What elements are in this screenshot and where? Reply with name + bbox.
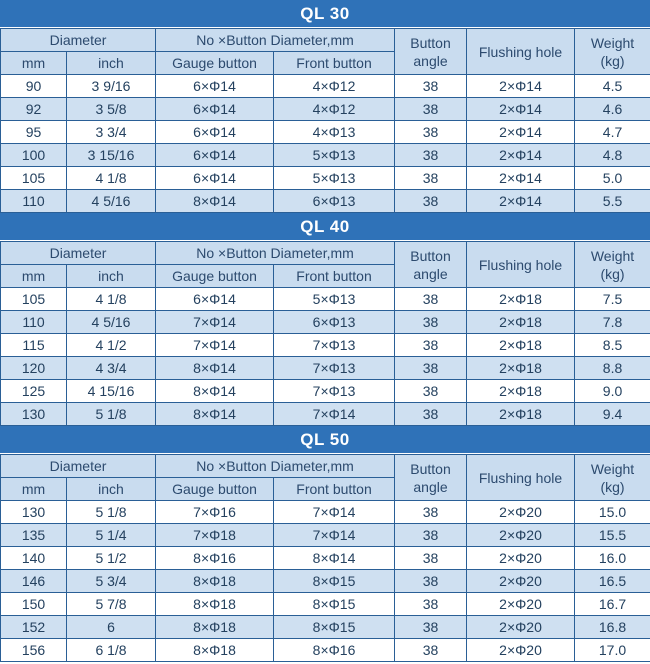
cell-mm: 120 (1, 357, 67, 380)
cell-flushing-hole: 2×Φ18 (467, 357, 575, 380)
table-row (1, 190, 650, 213)
cell-inch: 5 1/4 (67, 524, 156, 547)
cell-button-angle: 38 (395, 311, 467, 334)
cell-mm: 92 (1, 98, 67, 121)
cell-flushing-hole: 2×Φ14 (467, 167, 575, 190)
header-button-angle (395, 29, 467, 75)
cell-flushing-hole: 2×Φ20 (467, 524, 575, 547)
cell-flushing-hole: 2×Φ14 (467, 75, 575, 98)
cell-weight: 15.5 (575, 524, 650, 547)
header-front-button: Front button (274, 265, 395, 288)
cell-button-angle: 38 (395, 357, 467, 380)
cell-inch: 5 7/8 (67, 593, 156, 616)
cell-front-button: 5×Φ13 (274, 167, 395, 190)
cell-inch: 5 1/8 (67, 403, 156, 426)
table-row (1, 501, 650, 524)
section-ql-40 (0, 213, 650, 426)
cell-inch: 5 1/8 (67, 501, 156, 524)
table-row (1, 547, 650, 570)
header-diameter: Diameter (1, 29, 156, 52)
cell-flushing-hole: 2×Φ14 (467, 121, 575, 144)
header-weight-line1: Weight (590, 34, 635, 51)
cell-flushing-hole: 2×Φ18 (467, 311, 575, 334)
cell-button-angle: 38 (395, 639, 467, 662)
cell-front-button: 8×Φ15 (274, 570, 395, 593)
cell-inch: 4 1/8 (67, 288, 156, 311)
header-button-angle-line1: Button (410, 247, 451, 264)
cell-mm: 130 (1, 501, 67, 524)
cell-weight: 16.5 (575, 570, 650, 593)
cell-gauge-button: 7×Φ16 (156, 501, 274, 524)
cell-gauge-button: 8×Φ14 (156, 403, 274, 426)
table-row (1, 593, 650, 616)
table-row (1, 357, 650, 380)
cell-gauge-button: 8×Φ18 (156, 616, 274, 639)
cell-gauge-button: 6×Φ14 (156, 121, 274, 144)
header-no-button-diameter: No ×Button Diameter,mm (156, 29, 395, 52)
cell-gauge-button: 7×Φ18 (156, 524, 274, 547)
cell-front-button: 6×Φ13 (274, 190, 395, 213)
cell-gauge-button: 7×Φ14 (156, 334, 274, 357)
cell-weight: 4.8 (575, 144, 650, 167)
table-row (1, 334, 650, 357)
cell-mm: 105 (1, 167, 67, 190)
cell-gauge-button: 6×Φ14 (156, 167, 274, 190)
cell-button-angle: 38 (395, 524, 467, 547)
cell-gauge-button: 8×Φ14 (156, 380, 274, 403)
cell-front-button: 8×Φ15 (274, 616, 395, 639)
cell-mm: 150 (1, 593, 67, 616)
cell-flushing-hole: 2×Φ20 (467, 570, 575, 593)
section-title: QL 30 (0, 0, 650, 28)
header-weight-line2: (kg) (600, 52, 625, 69)
cell-flushing-hole: 2×Φ20 (467, 501, 575, 524)
cell-inch: 4 1/8 (67, 167, 156, 190)
table-row (1, 288, 650, 311)
cell-weight: 4.6 (575, 98, 650, 121)
cell-mm: 105 (1, 288, 67, 311)
cell-button-angle: 38 (395, 98, 467, 121)
cell-gauge-button: 7×Φ14 (156, 311, 274, 334)
cell-front-button: 7×Φ14 (274, 524, 395, 547)
table-row (1, 639, 650, 662)
cell-button-angle: 38 (395, 501, 467, 524)
cell-front-button: 5×Φ13 (274, 288, 395, 311)
header-button-angle (395, 455, 467, 501)
cell-button-angle: 38 (395, 121, 467, 144)
header-button-angle-line2: angle (413, 265, 448, 282)
header-weight-line1: Weight (590, 247, 635, 264)
cell-weight: 9.4 (575, 403, 650, 426)
header-diameter: Diameter (1, 242, 156, 265)
cell-weight: 7.5 (575, 288, 650, 311)
header-weight-line2: (kg) (600, 478, 625, 495)
cell-button-angle: 38 (395, 593, 467, 616)
cell-button-angle: 38 (395, 144, 467, 167)
cell-button-angle: 38 (395, 570, 467, 593)
header-button-angle-line1: Button (410, 34, 451, 51)
header-weight (575, 29, 650, 75)
cell-flushing-hole: 2×Φ20 (467, 639, 575, 662)
cell-flushing-hole: 2×Φ18 (467, 288, 575, 311)
cell-weight: 4.5 (575, 75, 650, 98)
header-row-1 (1, 455, 650, 478)
cell-weight: 5.0 (575, 167, 650, 190)
cell-inch: 4 5/16 (67, 190, 156, 213)
cell-inch: 4 1/2 (67, 334, 156, 357)
table-row (1, 524, 650, 547)
cell-mm: 125 (1, 380, 67, 403)
header-inch: inch (67, 478, 156, 501)
header-front-button: Front button (274, 52, 395, 75)
cell-front-button: 7×Φ13 (274, 357, 395, 380)
cell-inch: 4 3/4 (67, 357, 156, 380)
cell-button-angle: 38 (395, 547, 467, 570)
header-weight (575, 455, 650, 501)
cell-inch: 4 5/16 (67, 311, 156, 334)
cell-flushing-hole: 2×Φ20 (467, 547, 575, 570)
table-row (1, 616, 650, 639)
cell-gauge-button: 8×Φ18 (156, 593, 274, 616)
cell-button-angle: 38 (395, 288, 467, 311)
cell-mm: 146 (1, 570, 67, 593)
cell-mm: 135 (1, 524, 67, 547)
cell-weight: 8.5 (575, 334, 650, 357)
cell-mm: 140 (1, 547, 67, 570)
header-inch: inch (67, 265, 156, 288)
cell-weight: 4.7 (575, 121, 650, 144)
table-row (1, 167, 650, 190)
header-mm: mm (1, 478, 67, 501)
cell-front-button: 4×Φ13 (274, 121, 395, 144)
cell-flushing-hole: 2×Φ18 (467, 403, 575, 426)
cell-mm: 156 (1, 639, 67, 662)
cell-front-button: 5×Φ13 (274, 144, 395, 167)
cell-front-button: 4×Φ12 (274, 98, 395, 121)
cell-weight: 7.8 (575, 311, 650, 334)
cell-inch: 3 15/16 (67, 144, 156, 167)
table-row (1, 311, 650, 334)
cell-mm: 90 (1, 75, 67, 98)
spec-table (0, 241, 650, 426)
spec-table (0, 28, 650, 213)
cell-gauge-button: 8×Φ14 (156, 190, 274, 213)
cell-inch: 6 1/8 (67, 639, 156, 662)
cell-mm: 110 (1, 311, 67, 334)
cell-front-button: 7×Φ14 (274, 403, 395, 426)
table-row (1, 403, 650, 426)
header-weight-line1: Weight (590, 460, 635, 477)
cell-inch: 5 1/2 (67, 547, 156, 570)
table-row (1, 570, 650, 593)
header-inch: inch (67, 52, 156, 75)
header-gauge-button: Gauge button (156, 52, 274, 75)
cell-front-button: 8×Φ15 (274, 593, 395, 616)
cell-button-angle: 38 (395, 167, 467, 190)
cell-inch: 5 3/4 (67, 570, 156, 593)
header-gauge-button: Gauge button (156, 265, 274, 288)
header-gauge-button: Gauge button (156, 478, 274, 501)
cell-flushing-hole: 2×Φ14 (467, 98, 575, 121)
header-button-angle-line2: angle (413, 52, 448, 69)
cell-weight: 5.5 (575, 190, 650, 213)
table-row (1, 75, 650, 98)
cell-front-button: 7×Φ13 (274, 380, 395, 403)
cell-flushing-hole: 2×Φ14 (467, 190, 575, 213)
cell-mm: 130 (1, 403, 67, 426)
cell-weight: 17.0 (575, 639, 650, 662)
cell-mm: 100 (1, 144, 67, 167)
cell-flushing-hole: 2×Φ14 (467, 144, 575, 167)
cell-front-button: 7×Φ14 (274, 501, 395, 524)
header-button-angle-line1: Button (410, 460, 451, 477)
spec-table (0, 454, 650, 662)
cell-mm: 110 (1, 190, 67, 213)
cell-weight: 15.0 (575, 501, 650, 524)
cell-inch: 3 5/8 (67, 98, 156, 121)
cell-inch: 4 15/16 (67, 380, 156, 403)
cell-weight: 9.0 (575, 380, 650, 403)
cell-mm: 115 (1, 334, 67, 357)
header-no-button-diameter: No ×Button Diameter,mm (156, 242, 395, 265)
header-mm: mm (1, 52, 67, 75)
cell-gauge-button: 8×Φ14 (156, 357, 274, 380)
section-ql-50 (0, 426, 650, 662)
cell-mm: 152 (1, 616, 67, 639)
header-flushing-hole: Flushing hole (467, 29, 575, 75)
header-button-angle-line2: angle (413, 478, 448, 495)
cell-inch: 3 9/16 (67, 75, 156, 98)
cell-front-button: 8×Φ14 (274, 547, 395, 570)
section-ql-30 (0, 0, 650, 213)
cell-flushing-hole: 2×Φ20 (467, 593, 575, 616)
cell-weight: 16.0 (575, 547, 650, 570)
cell-flushing-hole: 2×Φ18 (467, 334, 575, 357)
header-flushing-hole: Flushing hole (467, 455, 575, 501)
cell-gauge-button: 8×Φ16 (156, 547, 274, 570)
cell-gauge-button: 6×Φ14 (156, 144, 274, 167)
table-row (1, 144, 650, 167)
cell-gauge-button: 6×Φ14 (156, 98, 274, 121)
header-weight (575, 242, 650, 288)
cell-front-button: 7×Φ13 (274, 334, 395, 357)
cell-weight: 8.8 (575, 357, 650, 380)
cell-flushing-hole: 2×Φ18 (467, 380, 575, 403)
header-diameter: Diameter (1, 455, 156, 478)
cell-gauge-button: 6×Φ14 (156, 75, 274, 98)
cell-inch: 6 (67, 616, 156, 639)
cell-weight: 16.8 (575, 616, 650, 639)
cell-gauge-button: 8×Φ18 (156, 639, 274, 662)
section-title: QL 40 (0, 213, 650, 241)
header-row-1 (1, 242, 650, 265)
cell-button-angle: 38 (395, 380, 467, 403)
cell-button-angle: 38 (395, 616, 467, 639)
cell-flushing-hole: 2×Φ20 (467, 616, 575, 639)
header-no-button-diameter: No ×Button Diameter,mm (156, 455, 395, 478)
cell-inch: 3 3/4 (67, 121, 156, 144)
cell-mm: 95 (1, 121, 67, 144)
header-mm: mm (1, 265, 67, 288)
header-front-button: Front button (274, 478, 395, 501)
cell-front-button: 8×Φ16 (274, 639, 395, 662)
cell-button-angle: 38 (395, 75, 467, 98)
header-flushing-hole: Flushing hole (467, 242, 575, 288)
header-row-1 (1, 29, 650, 52)
table-row (1, 380, 650, 403)
cell-front-button: 4×Φ12 (274, 75, 395, 98)
cell-button-angle: 38 (395, 190, 467, 213)
cell-weight: 16.7 (575, 593, 650, 616)
table-row (1, 121, 650, 144)
header-weight-line2: (kg) (600, 265, 625, 282)
cell-gauge-button: 8×Φ18 (156, 570, 274, 593)
section-title: QL 50 (0, 426, 650, 454)
table-row (1, 98, 650, 121)
cell-button-angle: 38 (395, 334, 467, 357)
header-button-angle (395, 242, 467, 288)
cell-gauge-button: 6×Φ14 (156, 288, 274, 311)
cell-front-button: 6×Φ13 (274, 311, 395, 334)
cell-button-angle: 38 (395, 403, 467, 426)
